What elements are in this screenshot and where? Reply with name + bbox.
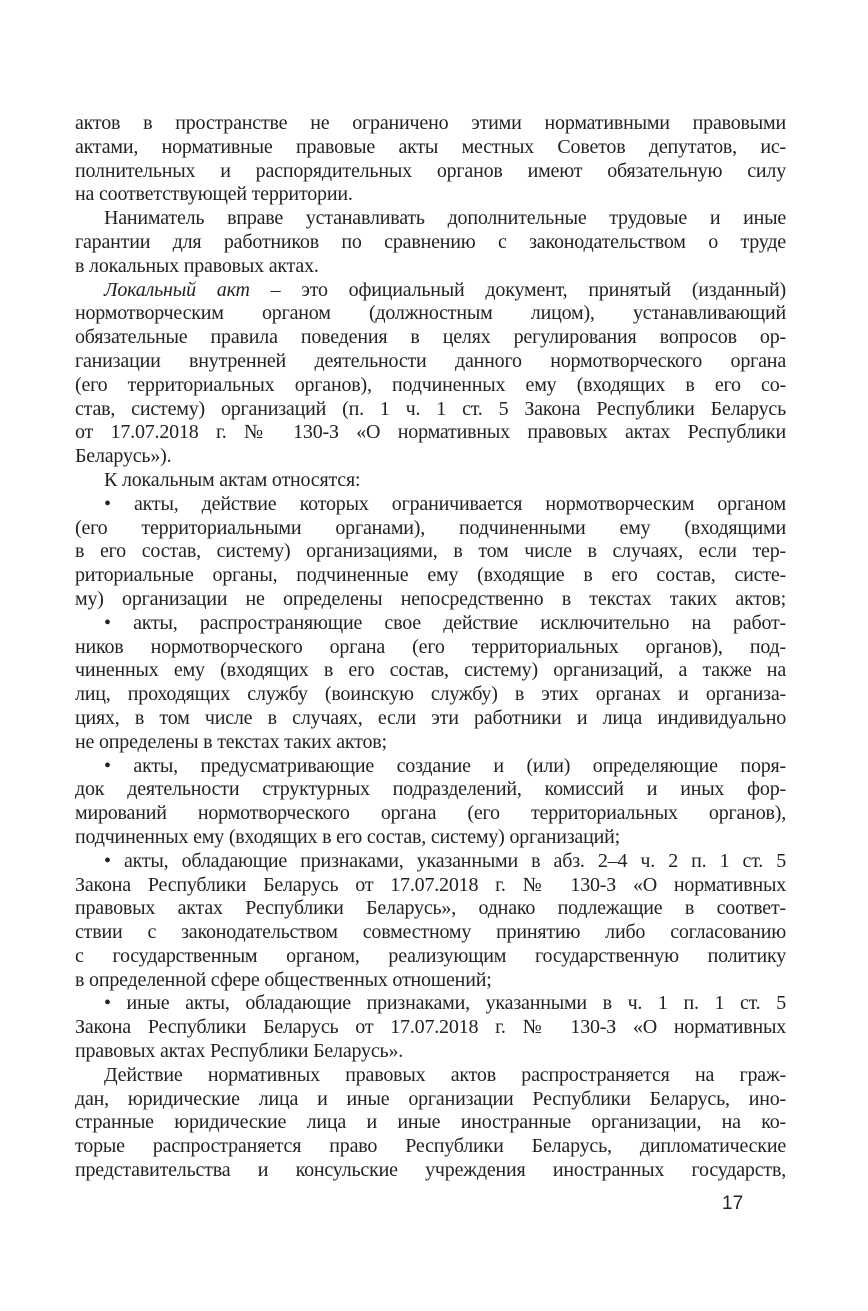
text-line [75,183,786,207]
text-line [75,659,786,683]
line-text: Наниматель вправе устанавливать дополнительные трудовые и иные [104,207,786,230]
line-text: обязательные правила поведения в целях регулирования вопросов ор- [75,326,786,349]
text-line [75,207,786,231]
text-line [75,136,786,160]
page-number: 17 [722,1193,744,1214]
line-text: • акты, распространяющие свое действие исключительно на работ- [104,611,786,634]
italic-term: Локальный акт [104,278,250,301]
line-text: • акты, предусматривающие создание и (или) определяющие поря- [104,754,786,777]
line-text: от 17.07.2018 г. № 130-З «О нормативных правовых актах Республики [75,421,786,444]
text-line [75,564,786,588]
text-line [75,469,786,493]
line-text: дан, юридические лица и иные организации Республики Беларусь, ино- [75,1087,786,1110]
text-line [75,612,786,636]
text-line [75,1111,786,1135]
text-line [75,1135,786,1159]
text-line [75,374,786,398]
text-line [75,421,786,445]
text-line [75,731,786,755]
body-text [75,112,786,1183]
line-text: ников нормотворческого органа (его территориальных органов), под- [75,635,786,658]
line-text: став, систему) организаций (п. 1 ч. 1 ст. 5 Закона Республики Беларусь [75,397,786,420]
line-text: Закона Республики Беларусь от 17.07.2018 г. № 130-З «О нормативных [75,1016,786,1039]
line-text: в его состав, систему) организациями, в том числе в случаях, если тер- [75,540,786,563]
text-line [75,707,786,731]
text-line [75,755,786,779]
line-text: риториальные органы, подчиненные ему (входящие в его состав, систе- [75,564,786,587]
text-line [75,445,786,469]
line-text: лиц, проходящих службу (воинскую службу) в этих органах и организа- [75,683,786,706]
line-text: К локальным актам относятся: [104,468,361,491]
text-line [75,874,786,898]
line-text: Закона Республики Беларусь от 17.07.2018 г. № 130-З «О нормативных [75,873,786,896]
line-text: мирований нормотворческого органа (его территориальных органов), [75,802,786,825]
text-line [75,802,786,826]
line-text: актами, нормативные правовые акты местных Советов депутатов, ис- [75,135,786,158]
text-line [75,302,786,326]
text-line [75,969,786,993]
line-text: на соответствующей территории. [75,183,353,206]
text-line [75,1088,786,1112]
text-line [75,540,786,564]
text-line [75,1040,786,1064]
text-line [75,350,786,374]
text-line [75,945,786,969]
line-text: Беларусь»). [75,445,172,468]
line-text: (его территориальными органами), подчиненными ему (входящими [75,516,786,539]
line-text: – это официальный документ, принятый (изданный) [249,278,786,301]
text-line [75,778,786,802]
line-text: нормотворческим органом (должностным лицом), устанавливающий [75,302,786,325]
line-text: му) организации не определены непосредственно в текстах таких актов; [75,587,786,610]
text-line [75,231,786,255]
line-text: циях, в том числе в случаях, если эти работники и лица индивидуально [75,706,786,729]
text-line [75,1064,786,1088]
text-line [75,160,786,184]
line-text: док деятельности структурных подразделений, комиссий и иных фор- [75,778,786,801]
text-line [75,493,786,517]
text-line [75,683,786,707]
line-text: с государственным органом, реализующим государственную политику [75,944,786,967]
line-text: не определены в текстах таких актов; [75,730,387,753]
line-text: гарантии для работников по сравнению с законодательством о труде [75,230,786,253]
line-text: • акты, обладающие признаками, указанными в абз. 2–4 ч. 2 п. 1 ст. 5 [104,849,786,872]
line-text: • иные акты, обладающие признаками, указанными в ч. 1 п. 1 ст. 5 [104,992,786,1015]
text-line [75,826,786,850]
line-text: Действие нормативных правовых актов распространяется на граж- [104,1063,786,1086]
text-line [75,1159,786,1183]
text-line [75,921,786,945]
line-text: чиненных ему (входящих в его состав, систему) организаций, а также на [75,659,786,682]
text-line [75,897,786,921]
text-line [75,112,786,136]
text-line [75,279,786,303]
line-text: актов в пространстве не ограничено этими нормативными правовыми [75,112,786,134]
text-line [75,636,786,660]
text-line [75,992,786,1016]
line-text: (его территориальных органов), подчиненных ему (входящих в его со- [75,373,786,396]
line-text: представительства и консульские учреждения иностранных государств, [75,1159,786,1182]
line-text: правовых актах Республики Беларусь», однако подлежащие в соответ- [75,897,786,920]
line-text: в локальных правовых актах. [75,254,319,277]
text-line [75,850,786,874]
line-text: • акты, действие которых ограничивается нормотворческим органом [104,492,786,515]
text-line [75,517,786,541]
text-line [75,1016,786,1040]
line-text: ганизации внутренней деятельности данного нормотворческого органа [75,349,786,372]
line-text: странные юридические лица и иные иностранные организации, на ко- [75,1111,786,1134]
text-line [75,588,786,612]
text-line [75,398,786,422]
line-text: полнительных и распорядительных органов имеют обязательную силу [75,159,786,182]
line-text: ствии с законодательством совместному принятию либо согласованию [75,921,786,944]
text-line [75,326,786,350]
text-line [75,255,786,279]
line-text: подчиненных ему (входящих в его состав, систему) организаций; [75,825,620,848]
line-text: в определенной сфере общественных отношений; [75,968,492,991]
line-text: правовых актах Республики Беларусь». [75,1040,404,1063]
line-text: торые распространяется право Республики Беларусь, дипломатические [75,1135,786,1158]
